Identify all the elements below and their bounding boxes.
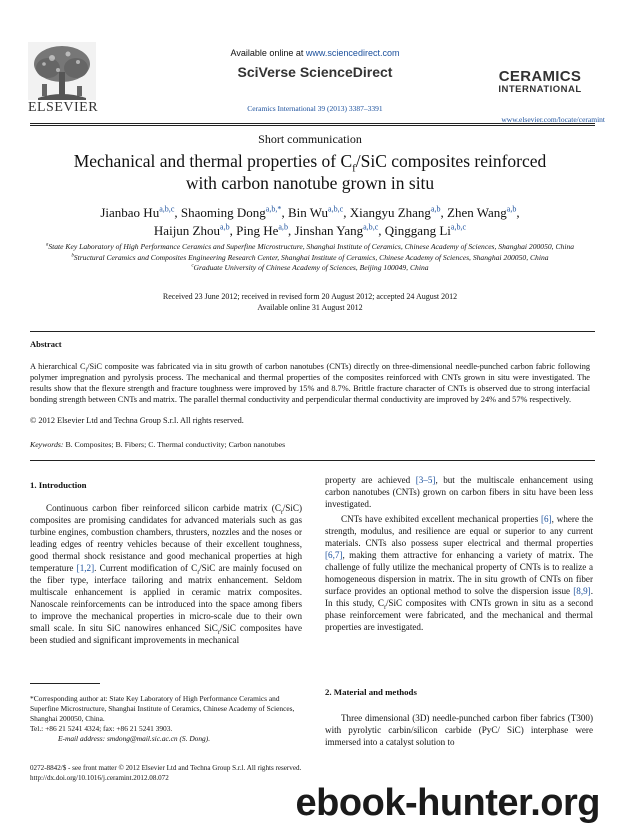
title-part1: Mechanical and thermal properties of C — [73, 151, 353, 171]
abstract-text: A hierarchical $C_f$/SiC composite was fabricated via in situ growth of carbon nanotubes (CNTs) directly on three-dimensional needle-punched carbon fabric following polymer impregnation and pyrolysis process. The mechanical and thermal properties of the composites reinforced with CNTs grown in situ were investigated. The results show that the flexure strength and fracture toughness were improved by 15% and 8.7%. Brittle fracture character of CNTs is observed due to strong interfacial bonding strength between CNTs and matrix. The parallel thermal conductivity and perpendicular thermal conductivity are improved by 24% and 57% respectively. — [30, 362, 590, 404]
keywords-label: Keywords: — [30, 440, 64, 449]
journal-reference-link[interactable]: Ceramics International 39 (2013) 3387–3391 — [247, 104, 383, 113]
citation-link[interactable]: [1,2] — [76, 563, 95, 573]
affiliation: $^a$State Key Laboratory of High Performance Ceramics and Superfine Microstructure, Shanghai Institute of Ceramics, Chinese Academy of Sciences, Shanghai 200050, China — [45, 242, 575, 251]
article-type: Short communication — [258, 132, 362, 146]
author[interactable]: Bin Wu$^{a,b,c}$ — [287, 204, 344, 220]
author[interactable]: Jinshan Yang$^{a,b,c}$ — [294, 222, 379, 238]
title-subscript: f — [352, 162, 356, 175]
article-title — [40, 150, 580, 194]
author[interactable]: Jianbao Hu$^{a,b,c}$ — [100, 204, 175, 220]
affiliation-list — [20, 242, 600, 274]
publisher-logo-text: ELSEVIER — [27, 100, 99, 115]
title-line2: with carbon nanotube grown in situ — [185, 173, 435, 193]
available-prefix: Available online at — [230, 48, 306, 58]
author-list: Jianbao Hu$^{a,b,c}$, Shaoming Dong$^{a,b,*}$, Bin Wu$^{a,b,c}$, Xiangyu Zhang$^{a,b}$, Zhen Wang$^{a,b}$, Haijun Zhou$^{a,b}$, Ping He$^{a,b}$, Jinshan Yang$^{a,b,c}$, Qinggang Li$^{a,b,c}$ — [100, 204, 520, 238]
author[interactable]: Qinggang Li$^{a,b,c}$ — [384, 222, 467, 238]
header-rule-top — [30, 123, 595, 124]
title-part2: /SiC composites reinforced — [355, 151, 547, 171]
author[interactable]: Xiangyu Zhang$^{a,b}$ — [349, 204, 441, 220]
header-rule-bottom — [30, 125, 595, 126]
sciencedirect-link[interactable]: www.sciencedirect.com — [305, 48, 400, 58]
citation-link[interactable]: [6,7] — [325, 550, 343, 560]
keywords — [30, 440, 285, 449]
corresponding-author-footnote — [30, 694, 300, 744]
platform-name: SciVerse ScienceDirect — [237, 64, 393, 80]
journal-logo-line2: INTERNATIONAL — [498, 84, 582, 95]
abstract-copyright: © 2012 Elsevier Ltd and Techna Group S.r.l. All rights reserved. — [30, 416, 244, 425]
affiliation: $^c$Graduate University of Chinese Academy of Sciences, Beijing 100049, China — [191, 263, 429, 272]
citation-link[interactable]: [6] — [541, 514, 552, 524]
doi-link[interactable]: http://dx.doi.org/10.1016/j.ceramint.2012.08.072 — [30, 773, 169, 782]
citation-link[interactable]: [8,9] — [573, 586, 591, 596]
online-date: Available online 31 August 2012 — [257, 302, 363, 312]
journal-homepage-link[interactable]: www.elsevier.com/locate/ceramint — [501, 115, 605, 124]
introduction-paragraph: CNTs have exhibited excellent mechanical properties [6], where the strength, modulus, and resilience are equal or superior to any current materials. CNTs also possess super electrical and thermal properties [6,7], making them attractive for enhancing a variety of matrix. The challenge of fully utilize the mechanical property of CNTs is to realize a homogeneous dispersion in matrix. The in situ growth of CNTs on fiber surface provides an optional method to solve the dispersion issue [8,9]. In this study, $C_f$/SiC composites with CNTs grown in situ as a second phase reinforcement were fabricated, and the mechanical and thermal properties are investigated. — [325, 514, 593, 632]
received-dates: Received 23 June 2012; received in revised form 20 August 2012; accepted 24 August 2012 — [162, 292, 458, 301]
front-matter-line: 0272-8842/$ - see front matter © 2012 Elsevier Ltd and Techna Group S.r.l. All rights reserved. — [30, 764, 302, 772]
methods-paragraph: Three dimensional (3D) needle-punched carbon fiber fabrics (T300) with pyrolytic carbin/silicon carbide (PyC/ SiC) interphase were immersed into a catalyst solution to — [325, 713, 593, 747]
abstract-rule-top — [30, 331, 595, 332]
journal-logo-line1: CERAMICS — [498, 68, 582, 85]
section-heading-introduction: 1. Introduction — [30, 480, 87, 490]
abstract-rule-bottom — [30, 460, 595, 461]
keywords-text: B. Composites; B. Fibers; C. Thermal conductivity; Carbon nanotubes — [63, 440, 286, 449]
section-heading-methods: 2. Material and methods — [325, 687, 417, 697]
author[interactable]: Haijun Zhou$^{a,b}$ — [153, 222, 230, 238]
footnote-email[interactable]: E-mail address: smdong@mail.sic.ac.cn (S. Dong). — [58, 734, 211, 743]
abstract-heading: Abstract — [30, 339, 62, 349]
affiliation: $^b$Structural Ceramics and Composites Engineering Research Center, Shanghai Institute of Ceramics, Chinese Academy of Sciences, Shanghai 200050, China — [71, 252, 549, 262]
issn-doi-block — [30, 764, 430, 783]
author[interactable]: Ping He$^{a,b}$ — [236, 222, 288, 238]
introduction-paragraph-continued: property are achieved [3–5], but the multiscale enhancement using carbon nanotubes (CNTs) grown on carbon fibers in situ have been less investigated. — [325, 475, 593, 509]
article-dates — [0, 292, 620, 313]
footnote-rule — [30, 683, 100, 684]
author[interactable]: Zhen Wang$^{a,b}$ — [447, 204, 517, 220]
author[interactable]: Shaoming Dong$^{a,b,*}$ — [180, 204, 282, 220]
availability-line — [200, 48, 430, 58]
citation-link[interactable]: [3–5] — [415, 475, 436, 485]
introduction-paragraph: Continuous carbon fiber reinforced silicon carbide matrix $(C_f/SiC)$ composites are promising candidates for advanced materials such as gas turbine engines, combustion chambers, thrusters, nozzles and the noses or leading edges of reentry vehicles because of their excellent toughness, good thermal shock resistance and good mechanical properties at high temperature [1,2]. Current modification of $C_f$/SiC are mainly focused on the fiber type, interface tailoring and matrix enhancement. Seldom multiscale enhancement is applied in ceramic matrix composites. Nanoscale reinforcements can be introduced into the space among fibers to improve the mechanical properties in micro-scale due to their own small scale. In situ SiC nanowires enhanced SiC$_f$/SiC composites have been studied and significant improvements in mechanical — [30, 503, 302, 645]
footnote-phone: Tel.: +86 21 5241 4324; fax: +86 21 5241 3903. — [30, 724, 173, 733]
watermark-text: ebook-hunter.org — [295, 782, 600, 824]
footnote-address: *Corresponding author at: State Key Laboratory of High Performance Ceramics and Superfine Microstructure, Shanghai Institute of Ceramics, Chinese Academy of Sciences, Shanghai 200050, China. — [30, 694, 295, 723]
